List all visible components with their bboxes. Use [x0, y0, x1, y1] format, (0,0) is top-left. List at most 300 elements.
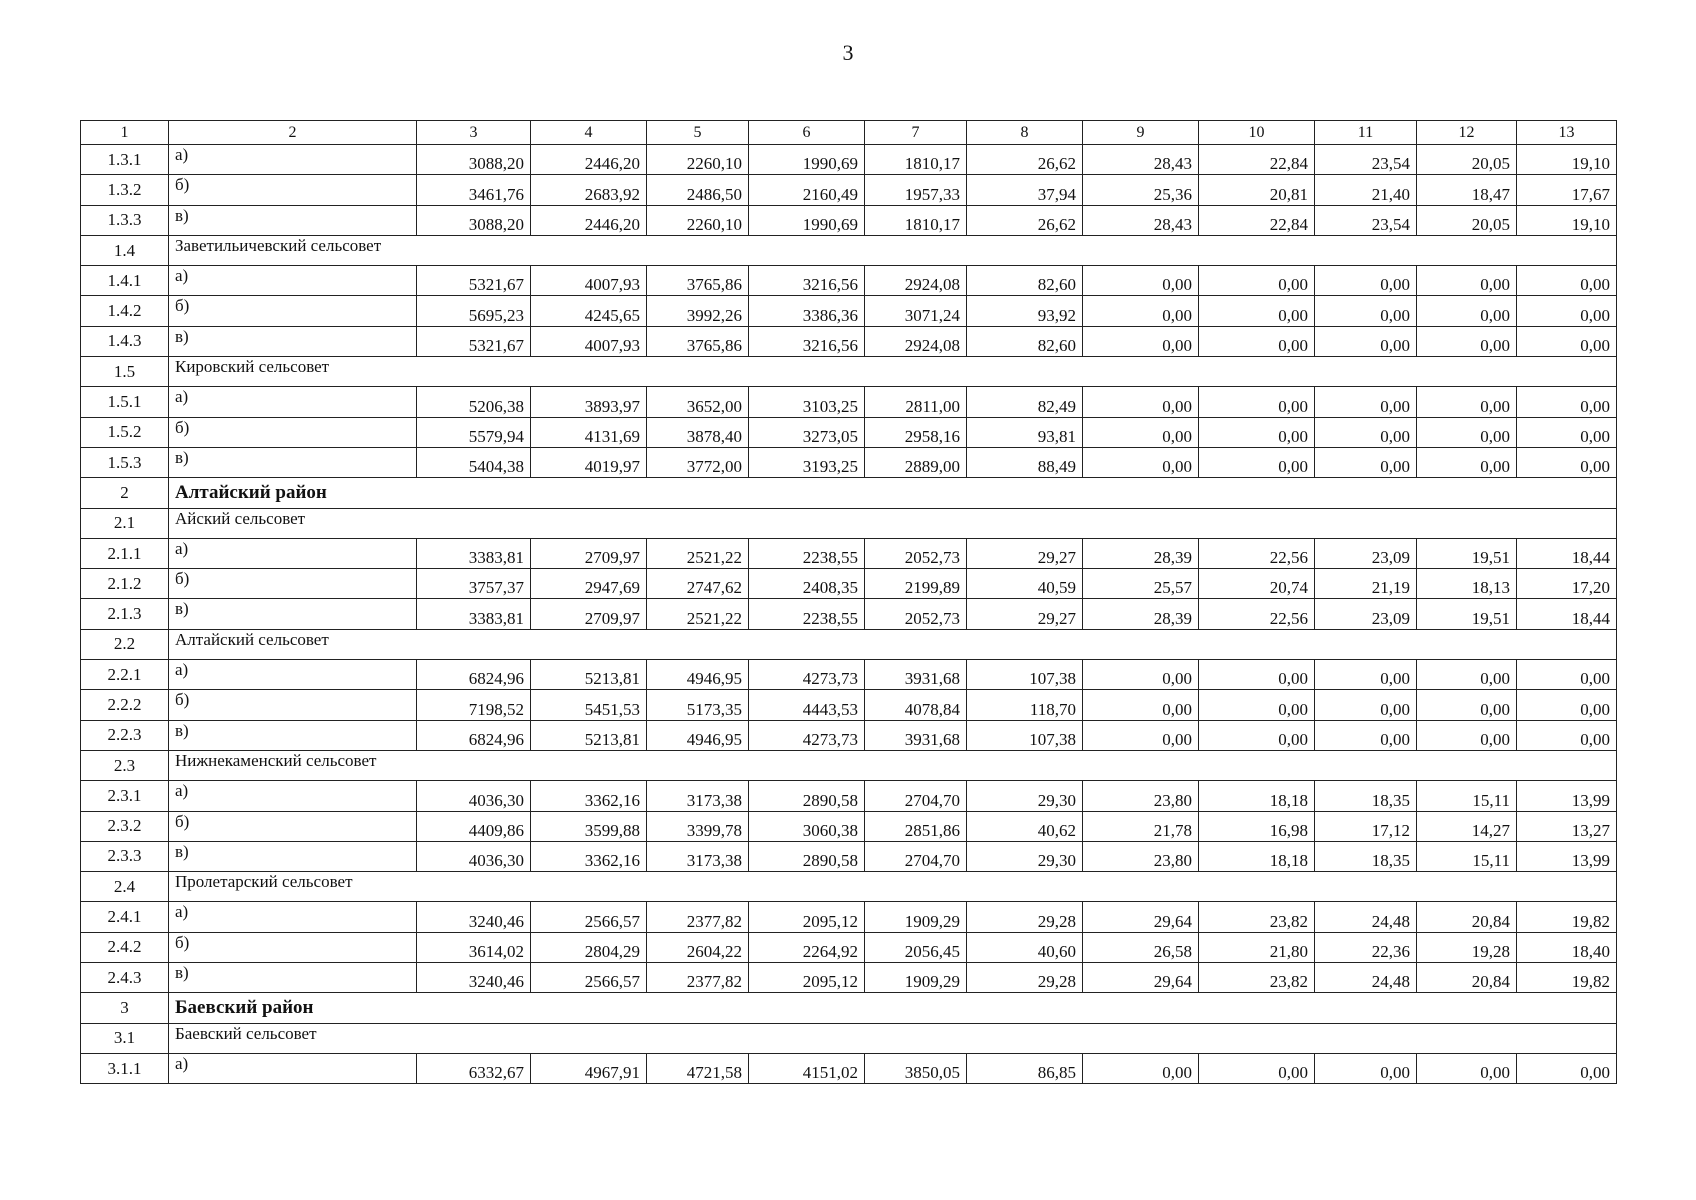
row-variant: в): [169, 447, 417, 477]
value-cell: 3383,81: [417, 599, 531, 629]
row-code: 3.1: [81, 1023, 169, 1053]
value-cell: 3173,38: [647, 781, 749, 811]
value-cell: 2604,22: [647, 932, 749, 962]
value-cell: 21,78: [1083, 811, 1199, 841]
value-cell: 0,00: [1315, 1053, 1417, 1083]
value-cell: 2238,55: [749, 538, 865, 568]
value-cell: 40,60: [967, 932, 1083, 962]
value-cell: 0,00: [1315, 326, 1417, 356]
value-cell: 3193,25: [749, 447, 865, 477]
value-cell: 0,00: [1083, 417, 1199, 447]
value-cell: 18,44: [1517, 599, 1617, 629]
value-cell: 3071,24: [865, 296, 967, 326]
value-cell: 3103,25: [749, 387, 865, 417]
row-code: 2.3.1: [81, 781, 169, 811]
value-cell: 21,19: [1315, 569, 1417, 599]
value-cell: 0,00: [1199, 417, 1315, 447]
section-row: [81, 750, 1617, 780]
value-cell: 0,00: [1199, 447, 1315, 477]
value-cell: 0,00: [1417, 660, 1517, 690]
value-cell: 5213,81: [531, 660, 647, 690]
column-header-10: 10: [1199, 121, 1315, 145]
row-variant: б): [169, 569, 417, 599]
value-cell: 0,00: [1315, 387, 1417, 417]
value-cell: 2446,20: [531, 145, 647, 175]
value-cell: 2486,50: [647, 175, 749, 205]
value-cell: 5451,53: [531, 690, 647, 720]
row-variant: в): [169, 326, 417, 356]
value-cell: 20,84: [1417, 963, 1517, 993]
value-cell: 21,80: [1199, 932, 1315, 962]
value-cell: 0,00: [1083, 660, 1199, 690]
value-cell: 0,00: [1199, 690, 1315, 720]
table-row: [81, 145, 1617, 175]
value-cell: 0,00: [1417, 387, 1517, 417]
table-row: [81, 266, 1617, 296]
value-cell: 0,00: [1315, 417, 1417, 447]
row-code: 2: [81, 478, 169, 508]
value-cell: 3893,97: [531, 387, 647, 417]
row-code: 2.3: [81, 750, 169, 780]
value-cell: 0,00: [1517, 266, 1617, 296]
value-cell: 6824,96: [417, 660, 531, 690]
value-cell: 29,27: [967, 538, 1083, 568]
value-cell: 4036,30: [417, 781, 531, 811]
page-number: 3: [842, 40, 854, 65]
value-cell: 5695,23: [417, 296, 531, 326]
row-code: 1.3.2: [81, 175, 169, 205]
value-cell: 118,70: [967, 690, 1083, 720]
value-cell: 2804,29: [531, 932, 647, 962]
row-code: 1.4.3: [81, 326, 169, 356]
row-code: 1.5: [81, 357, 169, 387]
value-cell: 23,09: [1315, 599, 1417, 629]
row-variant: б): [169, 417, 417, 447]
value-cell: 3216,56: [749, 326, 865, 356]
column-header-1: 1: [81, 121, 169, 145]
column-header-4: 4: [531, 121, 647, 145]
value-cell: 0,00: [1417, 326, 1517, 356]
value-cell: 18,40: [1517, 932, 1617, 962]
table-row: [81, 569, 1617, 599]
table-row: [81, 811, 1617, 841]
value-cell: 2683,92: [531, 175, 647, 205]
table-row: [81, 599, 1617, 629]
value-cell: 4443,53: [749, 690, 865, 720]
row-code: 1.4: [81, 235, 169, 265]
value-cell: 107,38: [967, 720, 1083, 750]
column-number-header: [81, 121, 1617, 145]
value-cell: 2889,00: [865, 447, 967, 477]
section-title: Баевский сельсовет: [169, 1023, 1617, 1053]
row-code: 2.4.3: [81, 963, 169, 993]
value-cell: 22,84: [1199, 205, 1315, 235]
district-row: [81, 993, 1617, 1023]
value-cell: 29,30: [967, 841, 1083, 871]
value-cell: 2521,22: [647, 599, 749, 629]
value-cell: 24,48: [1315, 902, 1417, 932]
value-cell: 20,74: [1199, 569, 1315, 599]
value-cell: 25,57: [1083, 569, 1199, 599]
value-cell: 13,27: [1517, 811, 1617, 841]
row-variant: в): [169, 720, 417, 750]
value-cell: 0,00: [1517, 660, 1617, 690]
value-cell: 2521,22: [647, 538, 749, 568]
section-row: [81, 872, 1617, 902]
value-cell: 19,10: [1517, 205, 1617, 235]
row-code: 2.3.3: [81, 841, 169, 871]
value-cell: 4007,93: [531, 266, 647, 296]
value-cell: 22,36: [1315, 932, 1417, 962]
row-code: 2.2.3: [81, 720, 169, 750]
value-cell: 2260,10: [647, 145, 749, 175]
value-cell: 2095,12: [749, 963, 865, 993]
row-code: 1.3.1: [81, 145, 169, 175]
value-cell: 5404,38: [417, 447, 531, 477]
section-title: Нижнекаменский сельсовет: [169, 750, 1617, 780]
section-title: Пролетарский сельсовет: [169, 872, 1617, 902]
table-row: [81, 387, 1617, 417]
value-cell: 2260,10: [647, 205, 749, 235]
value-cell: 18,44: [1517, 538, 1617, 568]
value-cell: 2958,16: [865, 417, 967, 447]
value-cell: 29,64: [1083, 902, 1199, 932]
table-row: [81, 660, 1617, 690]
value-cell: 3772,00: [647, 447, 749, 477]
value-cell: 0,00: [1083, 690, 1199, 720]
column-header-11: 11: [1315, 121, 1417, 145]
row-code: 1.4.2: [81, 296, 169, 326]
column-header-13: 13: [1517, 121, 1617, 145]
table-row: [81, 841, 1617, 871]
table-row: [81, 932, 1617, 962]
value-cell: 3362,16: [531, 841, 647, 871]
section-row: [81, 629, 1617, 659]
value-cell: 3088,20: [417, 145, 531, 175]
value-cell: 0,00: [1083, 296, 1199, 326]
value-cell: 2199,89: [865, 569, 967, 599]
value-cell: 0,00: [1199, 660, 1315, 690]
value-cell: 28,39: [1083, 599, 1199, 629]
row-code: 2.1.1: [81, 538, 169, 568]
table-body: [81, 121, 1617, 1084]
value-cell: 2709,97: [531, 599, 647, 629]
value-cell: 1909,29: [865, 902, 967, 932]
row-code: 2.1: [81, 508, 169, 538]
table-row: [81, 205, 1617, 235]
table-row: [81, 175, 1617, 205]
row-code: 2.2: [81, 629, 169, 659]
value-cell: 1810,17: [865, 145, 967, 175]
row-variant: а): [169, 781, 417, 811]
value-cell: 1957,33: [865, 175, 967, 205]
value-cell: 2238,55: [749, 599, 865, 629]
value-cell: 0,00: [1417, 296, 1517, 326]
value-cell: 0,00: [1199, 326, 1315, 356]
value-cell: 3060,38: [749, 811, 865, 841]
value-cell: 93,81: [967, 417, 1083, 447]
row-variant: б): [169, 932, 417, 962]
value-cell: 0,00: [1517, 447, 1617, 477]
value-cell: 2947,69: [531, 569, 647, 599]
value-cell: 17,12: [1315, 811, 1417, 841]
value-cell: 1810,17: [865, 205, 967, 235]
column-header-6: 6: [749, 121, 865, 145]
value-cell: 0,00: [1417, 720, 1517, 750]
row-variant: в): [169, 599, 417, 629]
value-cell: 0,00: [1083, 266, 1199, 296]
section-title: Айский сельсовет: [169, 508, 1617, 538]
value-cell: 93,92: [967, 296, 1083, 326]
section-title: Заветильичевский сельсовет: [169, 235, 1617, 265]
value-cell: 3765,86: [647, 326, 749, 356]
value-cell: 0,00: [1199, 387, 1315, 417]
value-cell: 37,94: [967, 175, 1083, 205]
value-cell: 0,00: [1517, 1053, 1617, 1083]
value-cell: 15,11: [1417, 841, 1517, 871]
value-cell: 26,62: [967, 205, 1083, 235]
value-cell: 0,00: [1517, 387, 1617, 417]
value-cell: 18,18: [1199, 781, 1315, 811]
table-row: [81, 417, 1617, 447]
value-cell: 19,82: [1517, 902, 1617, 932]
row-variant: а): [169, 145, 417, 175]
value-cell: 4036,30: [417, 841, 531, 871]
section-row: [81, 1023, 1617, 1053]
value-cell: 3362,16: [531, 781, 647, 811]
value-cell: 22,56: [1199, 538, 1315, 568]
column-header-9: 9: [1083, 121, 1199, 145]
value-cell: 20,84: [1417, 902, 1517, 932]
value-cell: 23,82: [1199, 963, 1315, 993]
value-cell: 3878,40: [647, 417, 749, 447]
value-cell: 24,48: [1315, 963, 1417, 993]
table-row: [81, 1053, 1617, 1083]
value-cell: 2709,97: [531, 538, 647, 568]
value-cell: 6824,96: [417, 720, 531, 750]
section-row: [81, 508, 1617, 538]
column-header-3: 3: [417, 121, 531, 145]
row-code: 1.3.3: [81, 205, 169, 235]
value-cell: 6332,67: [417, 1053, 531, 1083]
value-cell: 2377,82: [647, 963, 749, 993]
section-row: [81, 235, 1617, 265]
value-cell: 3399,78: [647, 811, 749, 841]
value-cell: 2052,73: [865, 599, 967, 629]
value-cell: 0,00: [1083, 720, 1199, 750]
value-cell: 3757,37: [417, 569, 531, 599]
value-cell: 4078,84: [865, 690, 967, 720]
value-cell: 0,00: [1199, 720, 1315, 750]
value-cell: 23,82: [1199, 902, 1315, 932]
value-cell: 2052,73: [865, 538, 967, 568]
value-cell: 18,35: [1315, 781, 1417, 811]
value-cell: 29,30: [967, 781, 1083, 811]
column-header-2: 2: [169, 121, 417, 145]
value-cell: 4131,69: [531, 417, 647, 447]
value-cell: 7198,52: [417, 690, 531, 720]
value-cell: 3614,02: [417, 932, 531, 962]
value-cell: 29,27: [967, 599, 1083, 629]
row-code: 2.4.2: [81, 932, 169, 962]
value-cell: 0,00: [1517, 296, 1617, 326]
value-cell: 40,59: [967, 569, 1083, 599]
value-cell: 1990,69: [749, 205, 865, 235]
table-row: [81, 720, 1617, 750]
value-cell: 4946,95: [647, 660, 749, 690]
row-code: 2.2.2: [81, 690, 169, 720]
section-title: Алтайский сельсовет: [169, 629, 1617, 659]
value-cell: 28,39: [1083, 538, 1199, 568]
value-cell: 0,00: [1199, 296, 1315, 326]
row-code: 1.5.2: [81, 417, 169, 447]
row-variant: а): [169, 660, 417, 690]
value-cell: 3240,46: [417, 902, 531, 932]
value-cell: 0,00: [1517, 720, 1617, 750]
value-cell: 23,80: [1083, 781, 1199, 811]
value-cell: 0,00: [1315, 690, 1417, 720]
value-cell: 2408,35: [749, 569, 865, 599]
value-cell: 2264,92: [749, 932, 865, 962]
value-cell: 28,43: [1083, 145, 1199, 175]
value-cell: 5173,35: [647, 690, 749, 720]
row-variant: в): [169, 963, 417, 993]
value-cell: 19,51: [1417, 599, 1517, 629]
value-cell: 14,27: [1417, 811, 1517, 841]
value-cell: 88,49: [967, 447, 1083, 477]
value-cell: 3765,86: [647, 266, 749, 296]
row-variant: в): [169, 841, 417, 871]
table-row: [81, 296, 1617, 326]
value-cell: 0,00: [1417, 690, 1517, 720]
table-row: [81, 538, 1617, 568]
value-cell: 0,00: [1517, 326, 1617, 356]
value-cell: 15,11: [1417, 781, 1517, 811]
value-cell: 4151,02: [749, 1053, 865, 1083]
row-code: 2.1.3: [81, 599, 169, 629]
value-cell: 4007,93: [531, 326, 647, 356]
value-cell: 4946,95: [647, 720, 749, 750]
value-cell: 2890,58: [749, 781, 865, 811]
value-cell: 0,00: [1083, 1053, 1199, 1083]
value-cell: 2566,57: [531, 902, 647, 932]
value-cell: 20,05: [1417, 205, 1517, 235]
value-cell: 5579,94: [417, 417, 531, 447]
row-variant: б): [169, 296, 417, 326]
value-cell: 22,56: [1199, 599, 1315, 629]
value-cell: 2056,45: [865, 932, 967, 962]
section-row: [81, 357, 1617, 387]
value-cell: 23,80: [1083, 841, 1199, 871]
value-cell: 0,00: [1315, 660, 1417, 690]
value-cell: 20,05: [1417, 145, 1517, 175]
value-cell: 2924,08: [865, 266, 967, 296]
value-cell: 17,20: [1517, 569, 1617, 599]
value-cell: 0,00: [1417, 1053, 1517, 1083]
value-cell: 26,62: [967, 145, 1083, 175]
value-cell: 3386,36: [749, 296, 865, 326]
value-cell: 18,47: [1417, 175, 1517, 205]
row-code: 2.3.2: [81, 811, 169, 841]
value-cell: 1990,69: [749, 145, 865, 175]
value-cell: 3273,05: [749, 417, 865, 447]
row-variant: а): [169, 387, 417, 417]
value-cell: 4019,97: [531, 447, 647, 477]
value-cell: 4245,65: [531, 296, 647, 326]
row-code: 2.4.1: [81, 902, 169, 932]
value-cell: 2924,08: [865, 326, 967, 356]
value-cell: 82,60: [967, 326, 1083, 356]
value-cell: 23,09: [1315, 538, 1417, 568]
value-cell: 82,49: [967, 387, 1083, 417]
value-cell: 82,60: [967, 266, 1083, 296]
value-cell: 4273,73: [749, 720, 865, 750]
value-cell: 5206,38: [417, 387, 531, 417]
value-cell: 0,00: [1199, 1053, 1315, 1083]
value-cell: 13,99: [1517, 781, 1617, 811]
district-row: [81, 478, 1617, 508]
table-row: [81, 781, 1617, 811]
row-code: 3.1.1: [81, 1053, 169, 1083]
value-cell: 5321,67: [417, 326, 531, 356]
value-cell: 20,81: [1199, 175, 1315, 205]
value-cell: 0,00: [1417, 266, 1517, 296]
value-cell: 2566,57: [531, 963, 647, 993]
row-code: 1.4.1: [81, 266, 169, 296]
value-cell: 19,51: [1417, 538, 1517, 568]
value-cell: 18,18: [1199, 841, 1315, 871]
value-cell: 1909,29: [865, 963, 967, 993]
value-cell: 3383,81: [417, 538, 531, 568]
district-title: Баевский район: [169, 993, 1617, 1023]
value-cell: 0,00: [1199, 266, 1315, 296]
value-cell: 23,54: [1315, 145, 1417, 175]
value-cell: 0,00: [1083, 326, 1199, 356]
row-code: 1.5.1: [81, 387, 169, 417]
column-header-8: 8: [967, 121, 1083, 145]
row-variant: в): [169, 205, 417, 235]
value-cell: 13,99: [1517, 841, 1617, 871]
value-cell: 17,67: [1517, 175, 1617, 205]
row-variant: а): [169, 538, 417, 568]
value-cell: 3931,68: [865, 660, 967, 690]
value-cell: 4273,73: [749, 660, 865, 690]
row-code: 2.1.2: [81, 569, 169, 599]
value-cell: 107,38: [967, 660, 1083, 690]
value-cell: 28,43: [1083, 205, 1199, 235]
value-cell: 3088,20: [417, 205, 531, 235]
value-cell: 4721,58: [647, 1053, 749, 1083]
value-cell: 2704,70: [865, 781, 967, 811]
value-cell: 2811,00: [865, 387, 967, 417]
table-row: [81, 902, 1617, 932]
value-cell: 3599,88: [531, 811, 647, 841]
value-cell: 4967,91: [531, 1053, 647, 1083]
value-cell: 22,84: [1199, 145, 1315, 175]
tariff-table: [80, 120, 1617, 1084]
value-cell: 2851,86: [865, 811, 967, 841]
table-row: [81, 690, 1617, 720]
value-cell: 3931,68: [865, 720, 967, 750]
value-cell: 0,00: [1315, 266, 1417, 296]
value-cell: 23,54: [1315, 205, 1417, 235]
value-cell: 0,00: [1417, 447, 1517, 477]
value-cell: 0,00: [1315, 296, 1417, 326]
district-title: Алтайский район: [169, 478, 1617, 508]
value-cell: 19,28: [1417, 932, 1517, 962]
table-row: [81, 963, 1617, 993]
row-code: 3: [81, 993, 169, 1023]
